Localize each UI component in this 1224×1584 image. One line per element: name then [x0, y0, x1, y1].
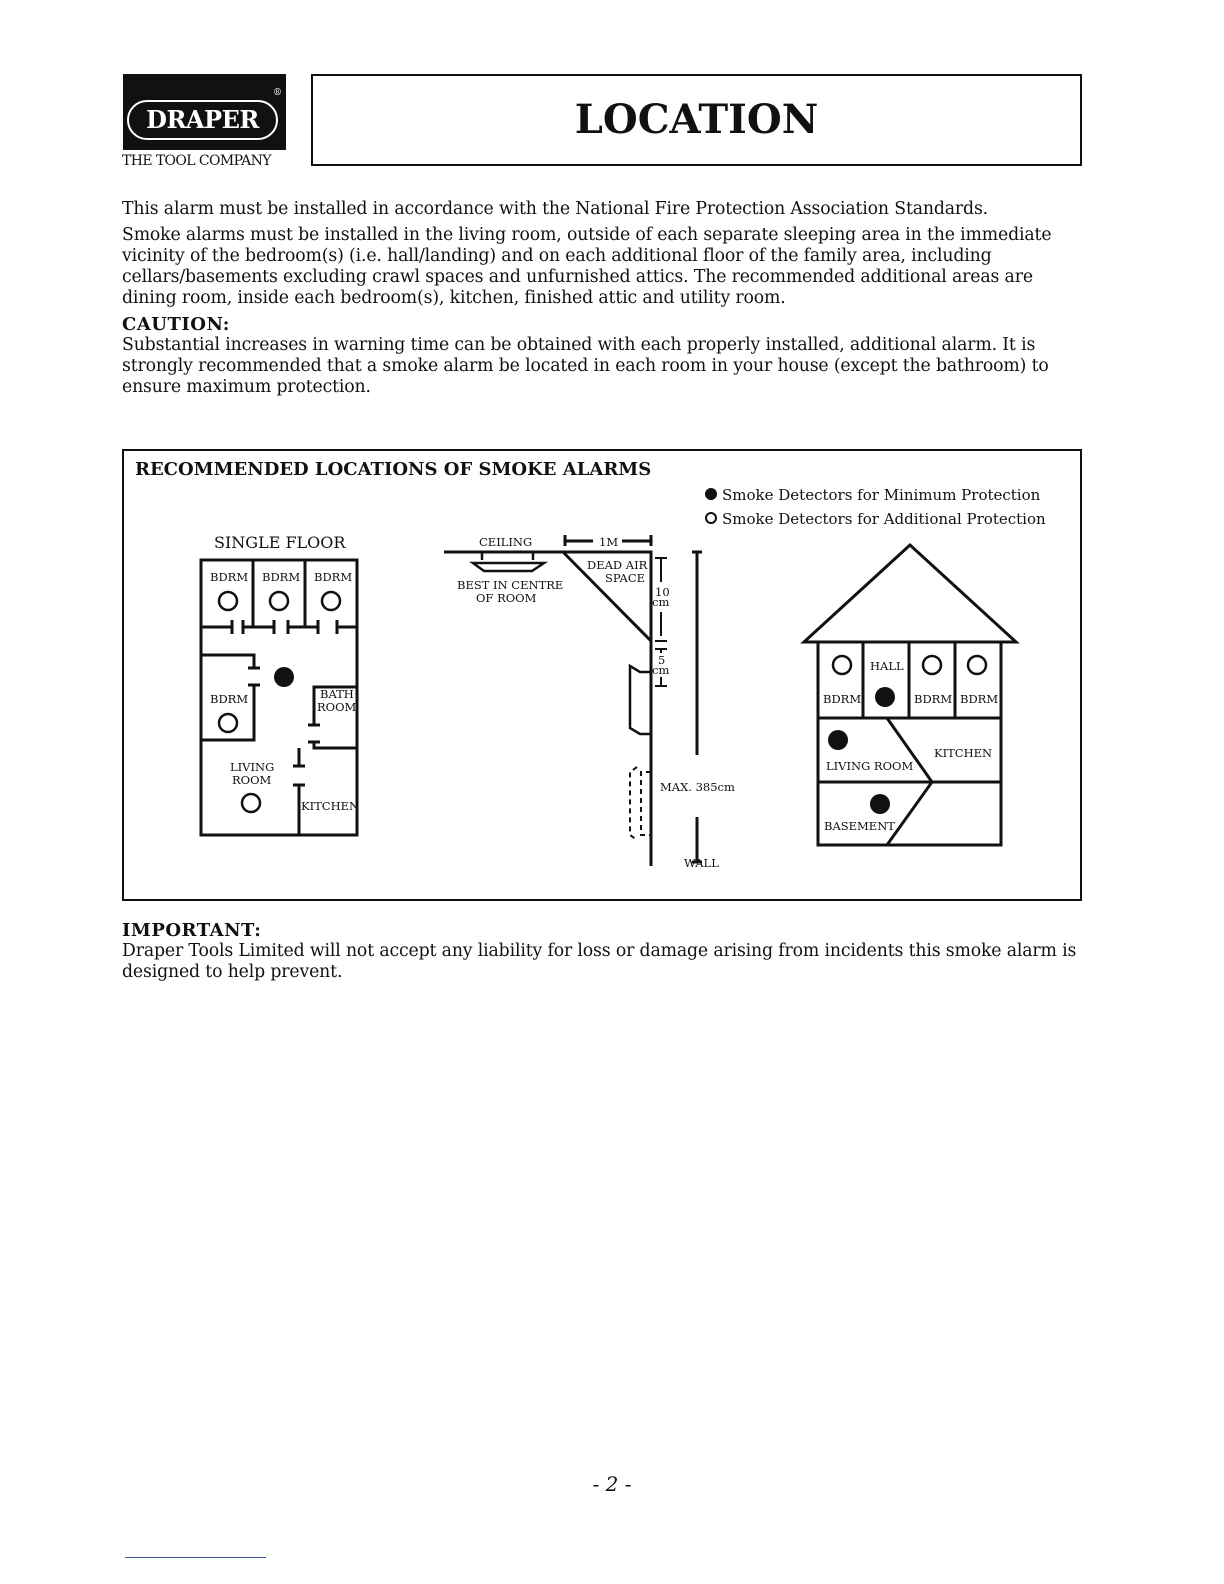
- room-label: ROOM: [317, 700, 357, 714]
- dead-air-label: SPACE: [605, 571, 646, 585]
- room-label: BDRM: [262, 570, 301, 584]
- one-meter-label: 1M: [599, 535, 619, 549]
- footer-rule: [125, 1557, 266, 1558]
- room-label: BATH: [320, 687, 354, 701]
- logo-tagline: THE TOOL COMPANY: [122, 153, 271, 169]
- best-centre-label: BEST IN CENTRE: [457, 578, 564, 592]
- logo-brand: DRAPER: [127, 100, 278, 140]
- hollow-detector-icon: [706, 513, 716, 523]
- room-label: BDRM: [314, 570, 353, 584]
- room-label: BASEMENT: [824, 819, 895, 833]
- house-diagram: [804, 545, 1016, 845]
- room-label: BDRM: [914, 692, 953, 706]
- room-label: BDRM: [210, 570, 249, 584]
- single-floor-title: SINGLE FLOOR: [214, 533, 346, 552]
- important-heading: IMPORTANT:: [122, 920, 262, 941]
- ten-label: 10: [655, 585, 670, 599]
- best-centre-label: OF ROOM: [476, 591, 537, 605]
- legend-minimum: Smoke Detectors for Minimum Protection: [722, 486, 1041, 504]
- registered-mark: ®: [273, 88, 282, 98]
- single-floor-plan: [201, 533, 359, 835]
- room-label: LIVING: [230, 760, 275, 774]
- legend-additional: Smoke Detectors for Additional Protection: [722, 510, 1046, 528]
- room-label: BDRM: [210, 692, 249, 706]
- intro-paragraph: Smoke alarms must be installed in the living room, outside of each separate sleeping area in the immediate vicinity of the bedroom(s) (i.e. hall/landing) and on each additional floor of the family area, including cellars/basements excluding crawl spaces and unfurnished attics. The recommended additional areas are dining room, inside each bedroom(s), kitchen, finished attic and utility room.: [122, 225, 1052, 308]
- room-label: LIVING ROOM: [826, 759, 914, 773]
- caution-text: Substantial increases in warning time can be obtained with each properly installed, additional alarm. It is strongly recommended that a smoke alarm be located in each room in your house (except the bathroom) to ensure maximum protection.: [122, 335, 1049, 397]
- five-label: 5: [658, 653, 666, 667]
- room-label: KITCHEN: [301, 799, 360, 813]
- cm-label: cm: [652, 595, 670, 609]
- room-label: ROOM: [232, 773, 272, 787]
- wall-label: WALL: [684, 856, 719, 870]
- room-label: KITCHEN: [934, 746, 993, 760]
- intro-paragraph: This alarm must be installed in accordance with the National Fire Protection Association Standards.: [122, 199, 989, 219]
- cm-label: cm: [652, 663, 670, 677]
- room-label: BDRM: [823, 692, 862, 706]
- room-label: BDRM: [960, 692, 999, 706]
- page-title: LOCATION: [311, 74, 1082, 166]
- page-number: - 2 -: [592, 1472, 632, 1496]
- side-view-diagram: [444, 535, 735, 870]
- caution-heading: CAUTION:: [122, 314, 230, 335]
- important-section: [122, 920, 1087, 988]
- room-label: HALL: [870, 659, 904, 673]
- important-text: Draper Tools Limited will not accept any liability for loss or damage arising from incidents this smoke alarm is designed to help prevent.: [122, 941, 1077, 982]
- filled-detector-icon: [705, 488, 717, 500]
- ceiling-label: CEILING: [479, 535, 533, 549]
- diagram-title: RECOMMENDED LOCATIONS OF SMOKE ALARMS: [135, 459, 652, 480]
- dead-air-label: DEAD AIR: [587, 558, 648, 572]
- max-height-label: MAX. 385cm: [660, 780, 735, 794]
